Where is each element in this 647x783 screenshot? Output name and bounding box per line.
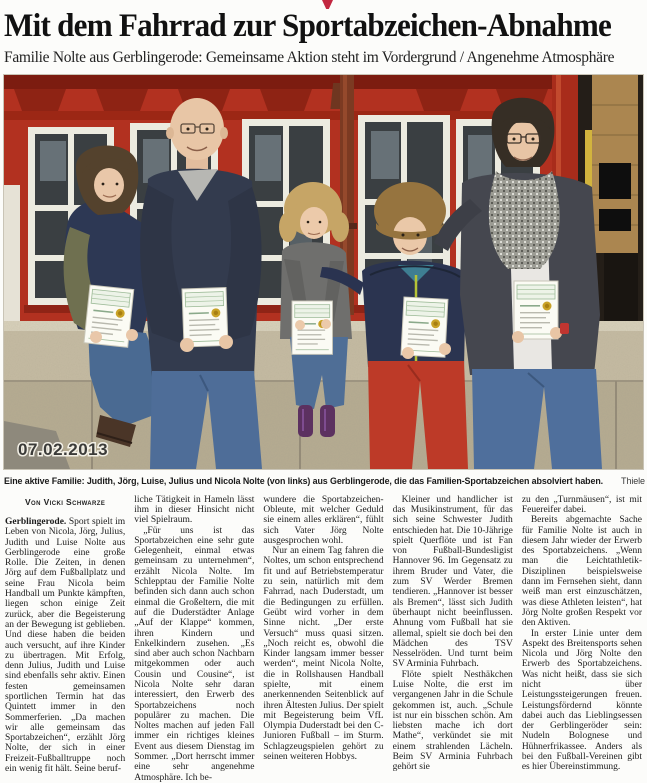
article-paragraph: Flöte spielt Nesthäkchen Luise Nolte, die erst im vergangenen Jahr in die Schule gekommen ist, auch. „Schule ist nur ein bisschen schön. Am liebsten mache ich dort Mathe“, verkündet sie mit einem strahlenden Lächeln. Beim SV Arminia Fuhrbach gehört sie (392, 669, 513, 773)
headline: Mit dem Fahrrad zur Sportabzeichen-Abnahme (4, 8, 612, 44)
family-photo-illustration (4, 75, 643, 469)
byline: Von Vicki Schwarze (24, 496, 106, 507)
subheadline: Familie Nolte aus Gerblingerode: Gemeinsame Aktion steht im Vordergrund / Angenehme Atmosphäre (4, 48, 615, 66)
article-paragraph: liche Tätigkeit in Hameln lässt ihm in dieser Hinsicht nicht viel Spielraum. (134, 494, 255, 526)
article-paragraph: „Für uns ist das Sportabzeichen eine sehr gute Gelegenheit, einmal etwas gemeinsam zu unternehmen“, erzählt Nicola Nolte. Im Schlepptau der Familie Nolte befinden sich dann auch schon einmal die Großeltern, die mit auf die Duderstädter Anlage „Auf der Klappe“ kommen, ihren Kindern und Enkelkindern zusehen. „Es sind aber auch schon Nachbarn mitgekommen oder auch Cousin und Cousine“, ist Nicola Nolte sehr daran interessiert, den Erwerb des Sportabzeichens noch populärer zu machen. Die Noltes machen auf jeden Fall immer ein richtiges kleines Event aus diesem Dienstag im Sommer. „Dort herrscht immer eine sehr angenehme Atmosphäre. Ich be- (134, 525, 255, 783)
article-paragraph: Nur an einem Tag fahren die Noltes, um schon entsprechend fit und auf Betriebstemperatur zu sein, natürlich mit dem Fahrrad, nach Duderstadt, um die Bedingungen zu erfüllen. Geübt wird vorher in dem Sinne nicht. „Der erste Versuch“ muss quasi sitzen. „Noch reicht es, obwohl die Kinder langsam immer besser werden“, meint Nicola Nolte, die in Rollshausen Handball spielte, mit einem anerkennenden Seitenblick auf ihren Ältesten Julius. Der spielt mit Begeisterung beim VfL Olympia Duderstadt bei den C-Junioren Fußball – im Sturm. Schlagzeugspielen gehört zu seinen weiteren Hobbys. (263, 546, 384, 763)
article-column (5, 495, 125, 783)
caption-row (4, 476, 643, 486)
family-photo (4, 75, 643, 469)
article-paragraph: Kleiner und handlicher ist das Musikinstrument, für das sich seine Schwester Judith entschieden hat. Die 10-Jährige spielt Querflöte und ist Fan von Fußball-Bundesligist Hannover 96. Im Gegensatz zu ihrem Bruder und Vater, die zum SV Werder Bremen tendieren. „Hannover ist besser als Bremen“, lässt sich Judith überhaupt nicht beeinflussen. Ahnung vom Fußball hat sie allemal, spielt sie doch bei den Mädchen des TSV Nesselröden. Und turnt beim SV Arminia Fuhrbach. (392, 494, 513, 670)
article-column (393, 495, 513, 783)
photo-credit: Thiele (621, 475, 645, 486)
photo-caption: Eine aktive Familie: Judith, Jörg, Luise, Julius und Nicola Nolte (von links) aus Gerblingerode, die das Familien-Sportabzeichen absolviert haben. (4, 475, 604, 486)
masthead (0, 0, 647, 67)
article-paragraph: Gerblingerode. Sport spielt im Leben von Nicola, Jörg, Julius, Judith und Luise Nolte aus Gerblingerode eine große Rolle. Die Zeiten, in denen Jörg auf dem Fußballplatz und seine Frau Nicola beim Handball um Punkte kämpften, liegen schon einige Zeit zurück, aber die Begeisterung an der Bewegung ist geblieben. Und diese haben die beiden auch versucht, auf ihre Kinder zu übertragen. Mit Erfolg, denn Julius, Judith und Luise sind ebenfalls sehr aktiv. Einen festen gemeinsamen sportlichen Termin hat das Quintett immer in den Sommerferien. „Da machen wir alle gemeinsam das Sportabzeichen“, erzählt Jörg Nolte, der sich in einer Freizeit-Fußballtruppe noch ein wenig fit hält. Seine beruf- (5, 516, 126, 775)
date-stamp: 07.02.2013 (18, 439, 109, 459)
article-column (522, 495, 642, 783)
article-paragraph: In erster Linie unter dem Aspekt des Breitensports sehen Nicola und Jörg Nolte den Erwerb des Sportabzeichens. Was nicht heißt, dass sie sich nicht über Leistungssteigerungen freuen. Leistungsfördernd könnte dabei auch das Lieblingsessen der Gerblingeröder sein: Nudeln Bolognese und Hühnerfrikassee. Anders als bei den Fußball-Vereinen gibt es hier Übereinstimmung. (521, 628, 643, 773)
article-paragraph: Bereits abgemachte Sache für Familie Nolte ist auch in diesem Jahr wieder der Erwerb des Sportabzeichens. „Wenn man die Leichtathletik-Disziplinen beispielsweise dann im Fernsehen sieht, dann weiß man erst einzuschätzen, was diese Athleten leisten“, hat Jörg Nolte großen Respekt vor den Aktiven. (521, 515, 643, 629)
article-paragraph: zu den „Turnmäusen“, ist mit Feuereifer dabei. (521, 494, 643, 515)
article-column (134, 495, 254, 783)
red-watch (560, 323, 569, 334)
article-columns (5, 495, 642, 783)
article-column (263, 495, 383, 783)
article-paragraph: wundere die Sportabzeichen-Obleute, mit welcher Geduld sie einem alles erklären“, fühlt sich Vater Jörg Nolte ausgesprochen wohl. (263, 494, 384, 546)
location-lead: Gerblingerode. (5, 516, 69, 527)
